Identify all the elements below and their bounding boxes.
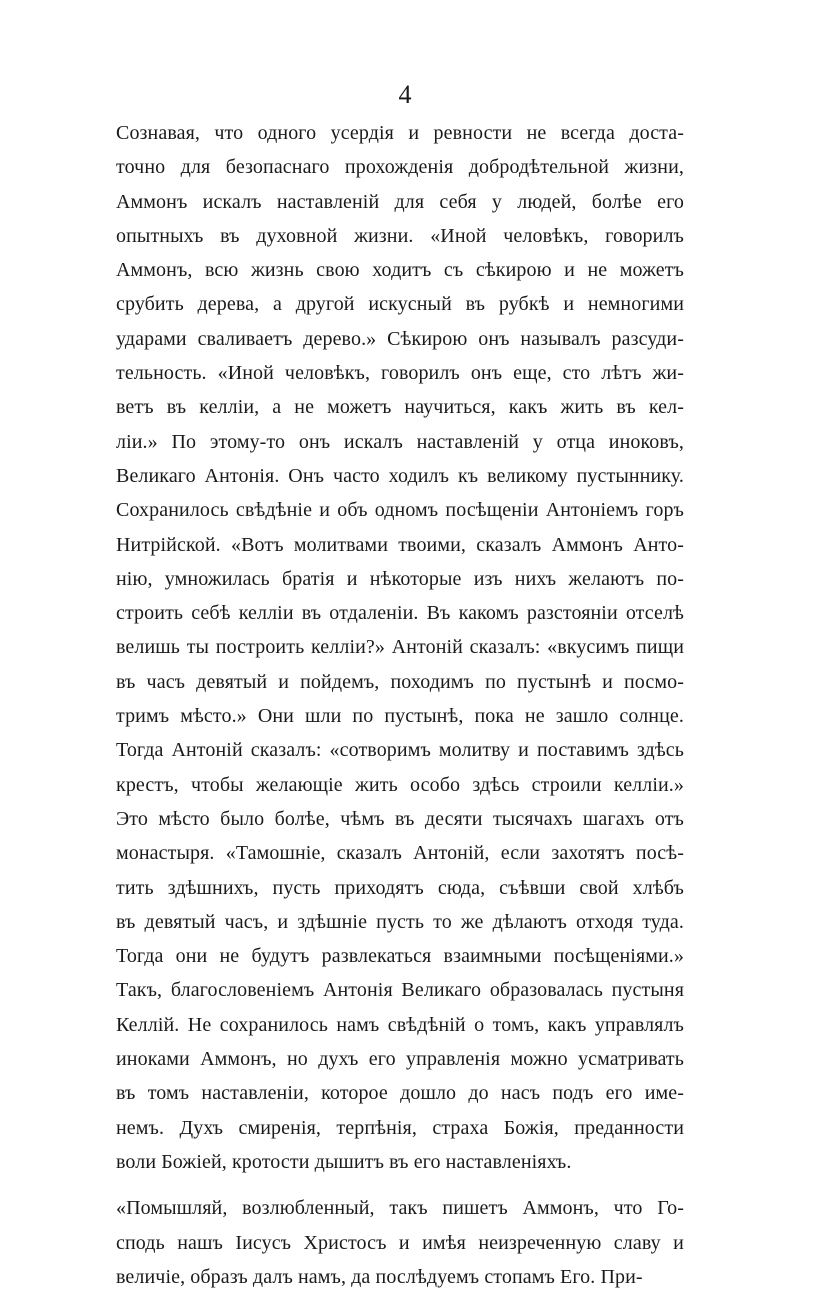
text-line: тримъ мѣсто.» Они шли по пустынѣ, пока не зашло солнце. [116, 705, 684, 728]
text-line: Великаго Антонія. Онъ часто ходилъ къ великому пустыннику. [116, 464, 684, 487]
text-line: Аммонъ искалъ наставленій для себя у людей, болѣе его [116, 190, 684, 213]
text-line: точно для безопаснаго прохожденія добродѣтельной жизни, [116, 156, 684, 179]
text-line: иноками Аммонъ, но духъ его управленія можно усматривать [116, 1048, 684, 1071]
text-line: «Помышляй, возлюбленный, такъ пишетъ Аммонъ, что Го- [116, 1197, 684, 1220]
text-line: Тогда они не будутъ развлекаться взаимными посѣщеніями.» [116, 945, 684, 968]
text-line: немъ. Духъ смиренія, терпѣнія, страха Божія, преданности [116, 1116, 684, 1139]
text-line: строить себѣ келліи въ отдаленіи. Въ какомъ разстояніи отселѣ [116, 602, 684, 625]
text-line: Аммонъ, всю жизнь свою ходитъ съ сѣкирою и не можетъ [116, 259, 684, 282]
text-line: крестъ, чтобы желающіе жить особо здѣсь строили келліи.» [116, 773, 684, 796]
text-line: ветъ въ келліи, а не можетъ научиться, какъ жить въ кел- [116, 396, 684, 419]
text-line: ударами сваливаетъ дерево.» Сѣкирою онъ называлъ разсуди- [116, 327, 684, 350]
text-line: Это мѣсто было болѣе, чѣмъ въ десяти тысячахъ шагахъ отъ [116, 807, 684, 830]
text-line: Сознавая, что одного усердія и ревности не всегда доста- [116, 122, 684, 144]
text-line: Келлій. Не сохранилось намъ свѣдѣній о томъ, какъ управлялъ [116, 1013, 684, 1036]
page-number: 4 [398, 80, 412, 109]
text-line: Нитрійской. «Вотъ молитвами твоими, сказалъ Аммонъ Анто- [116, 533, 684, 556]
text-line: нію, умножилась братія и нѣкоторые изъ нихъ желаютъ по- [116, 567, 684, 590]
text-line: велишь ты построить келліи?» Антоній сказалъ: «вкусимъ пищи [116, 636, 684, 659]
text-line: срубить дерева, а другой искусный въ рубкѣ и немногими [116, 293, 684, 316]
text-line: монастыря. «Тамошніе, сказалъ Антоній, если захотятъ посѣ- [116, 842, 684, 865]
text-line: сподь нашъ Іисусъ Христосъ и имѣя неизреченную славу и [116, 1231, 684, 1254]
text-line: тельность. «Иной человѣкъ, говорилъ онъ еще, сто лѣтъ жи- [116, 362, 684, 385]
text-line: величіе, образъ далъ намъ, да послѣдуемъ стопамъ Его. При- [116, 1265, 643, 1288]
text-line: въ часъ девятый и пойдемъ, походимъ по пустынѣ и посмо- [116, 670, 684, 693]
text-line: въ девятый часъ, и здѣшніе пусть то же дѣлаютъ отходя туда. [116, 910, 684, 933]
text-line: Сохранилось свѣдѣніе и объ одномъ посѣщеніи Антоніемъ горъ [116, 499, 684, 522]
text-line: ліи.» По этому-то онъ искалъ наставленій у отца иноковъ, [116, 430, 684, 453]
body-text [116, 116, 684, 1294]
text-line: въ томъ наставленіи, которое дошло до насъ подъ его име- [116, 1082, 684, 1105]
paragraph [116, 1191, 684, 1294]
text-line: Такъ, благословеніемъ Антонія Великаго образовалась пустыня [116, 979, 684, 1002]
text-line: воли Божіей, кротости дышитъ въ его наставленіяхъ. [116, 1150, 572, 1173]
text-line: Тогда Антоній сказалъ: «сотворимъ молитву и поставимъ здѣсь [116, 739, 684, 762]
text-line: тить здѣшнихъ, пусть приходятъ сюда, съѣвши свой хлѣбъ [116, 876, 684, 899]
text-line: опытныхъ въ духовной жизни. «Иной человѣкъ, говорилъ [116, 224, 684, 247]
paragraph [116, 116, 684, 1179]
